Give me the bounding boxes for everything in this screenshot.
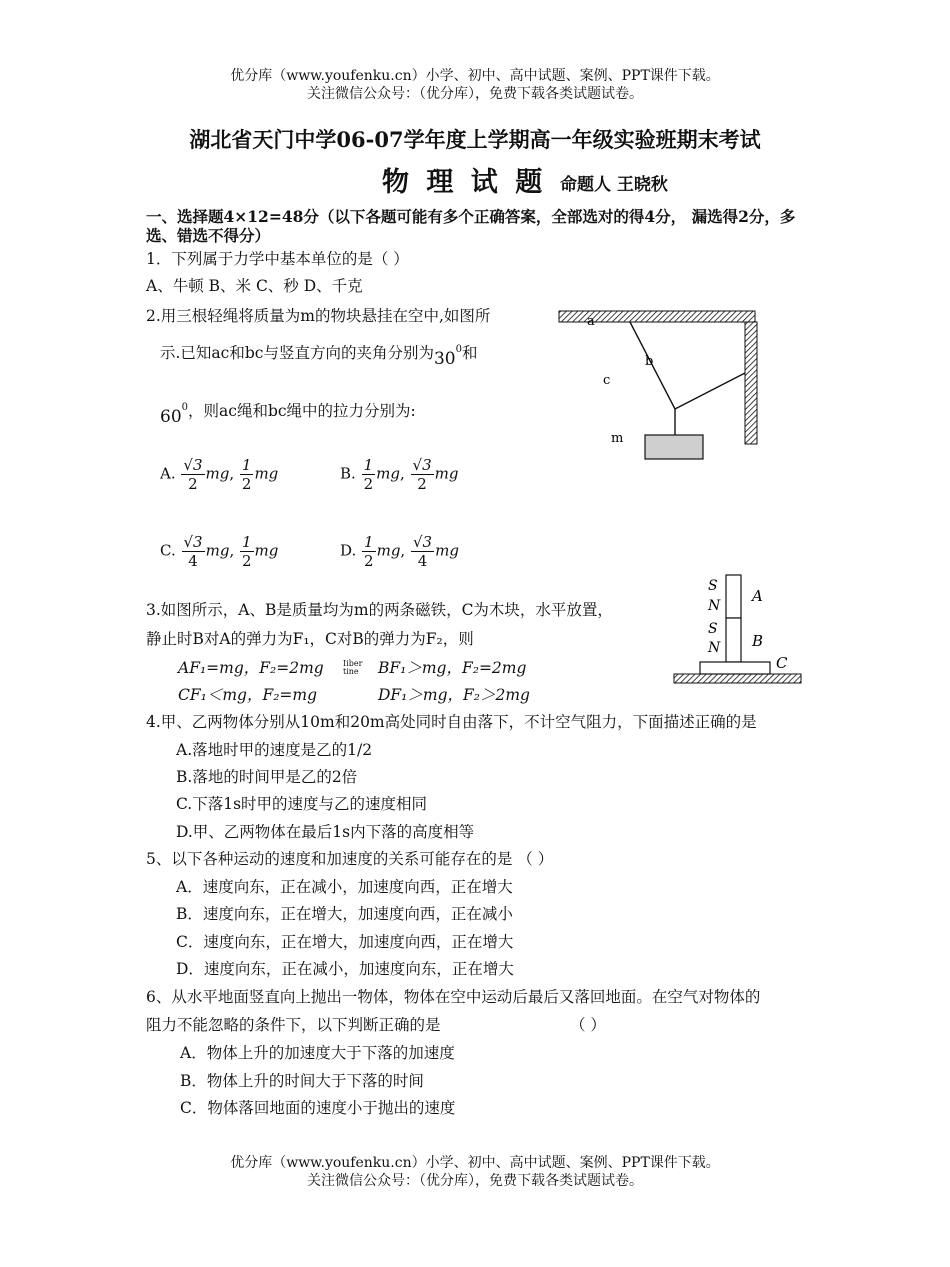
q6-line-1: 6、从水平地面竖直向上抛出一物体，物体在空中运动后最后又落回地面。在空气对物体的 xyxy=(146,988,761,1006)
block-m xyxy=(645,435,703,459)
header-line-2: 关注微信公众号：（优分库），免费下载各类试题试卷。 xyxy=(307,86,643,102)
author: 命题人 王晓秋 xyxy=(560,175,668,195)
q3-option-a: AF₁=mg，F₂=2mg xyxy=(178,659,324,677)
rope-bc xyxy=(675,373,745,409)
q4-option-a: A.落地时甲的速度是乙的1/2 xyxy=(176,741,373,759)
magnet-a xyxy=(726,575,741,618)
label-n-b: N xyxy=(708,640,721,656)
q3-option-d: DF₁＞mg，F₂＞2mg xyxy=(378,686,530,704)
q3-line-1: 3.如图所示，A、B是质量均为m的两条磁铁，C为木块，水平放置， xyxy=(146,601,613,619)
q3-option-c: CF₁＜mg，F₂=mg xyxy=(178,686,318,704)
q2-option-d: D. $\frac{1}{2}$ mg, $\frac{√3}{4}$ mg xyxy=(340,533,459,570)
label-s-a: S xyxy=(708,578,718,594)
header-line-1: 优分库（www.youfenku.cn）小学、初中、高中试题、案例、PPT课件下载。 xyxy=(230,68,720,84)
label-n-a: N xyxy=(708,598,721,614)
q6-bracket: （ ） xyxy=(570,1016,606,1034)
magnet-b xyxy=(726,618,741,662)
footer-line-1: 优分库（www.youfenku.cn）小学、初中、高中试题、案例、PPT课件下载。 xyxy=(230,1155,720,1171)
q6-line-2: 阻力不能忽略的条件下，以下判断正确的是 xyxy=(146,1016,441,1034)
q4-option-c: C.下落1s时甲的速度与乙的速度相同 xyxy=(176,795,428,813)
subject-title: 物 理 试 题 xyxy=(382,167,547,198)
q3-garbled-mark: Iiber tine xyxy=(343,659,363,676)
q1-stem: 1．下列属于力学中基本单位的是（ ） xyxy=(146,250,409,268)
q2-option-c: C. $\frac{√3}{4}$ mg, $\frac{1}{2}$ mg xyxy=(160,533,279,570)
q2-line-1: 2.用三根轻绳将质量为m的物块悬挂在空中,如图所 xyxy=(146,307,491,325)
q5-option-c: C．速度向东，正在增大，加速度向西，正在增大 xyxy=(176,933,514,951)
wood-block-c xyxy=(700,662,770,674)
label-c: C xyxy=(776,654,788,672)
label-m: m xyxy=(611,431,624,446)
q3-option-b: BF₁＞mg，F₂=2mg xyxy=(378,659,527,677)
label-c: c xyxy=(603,373,611,388)
ground xyxy=(674,674,801,683)
q5-stem: 5、以下各种运动的速度和加速度的关系可能存在的是 （ ） xyxy=(146,850,554,868)
label-b: B xyxy=(752,632,764,650)
q6-option-b: B．物体上升的时间大于下落的时间 xyxy=(180,1072,424,1090)
q2-figure xyxy=(555,305,765,470)
q2-line-2: 示.已知ac和bc与竖直方向的夹角分别为$30^0$和 xyxy=(160,344,478,370)
footer-line-2: 关注微信公众号：（优分库），免费下载各类试题试卷。 xyxy=(307,1173,643,1189)
q2-option-a: A. $\frac{√3}{2}$ mg, $\frac{1}{2}$ mg xyxy=(160,456,279,493)
q5-option-d: D．速度向东，正在减小，加速度向东，正在增大 xyxy=(176,960,514,978)
label-a: A xyxy=(752,587,763,605)
q6-option-c: C．物体落回地面的速度小于抛出的速度 xyxy=(180,1099,456,1117)
section-heading: 一、选择题4×12=48分（以下各题可能有多个正确答案，全部选对的得4分， 漏选得2分，多选、错选不得分） xyxy=(146,207,796,245)
label-s-b: S xyxy=(708,621,718,637)
q4-option-d: D.甲、乙两物体在最后1s内下落的高度相等 xyxy=(176,823,475,841)
exam-title: 湖北省天门中学06-07学年度上学期高一年级实验班期末考试 xyxy=(189,127,761,152)
q3-figure xyxy=(672,572,807,686)
q5-option-b: B．速度向东，正在增大，加速度向西，正在减小 xyxy=(176,905,513,923)
q5-option-a: A．速度向东，正在减小，加速度向西，正在增大 xyxy=(176,878,513,896)
q2-line-3: $60^0$，则ac绳和bc绳中的拉力分别为: xyxy=(160,402,416,428)
wall xyxy=(745,322,757,444)
q2-option-b: B. $\frac{1}{2}$ mg, $\frac{√3}{2}$ mg xyxy=(340,456,459,493)
q1-options: A、牛顿 B、米 C、秒 D、千克 xyxy=(146,277,363,295)
q6-option-a: A．物体上升的加速度大于下落的加速度 xyxy=(180,1044,455,1062)
label-b: b xyxy=(645,354,654,369)
q4-stem: 4.甲、乙两物体分别从10m和20m高处同时自由落下，不计空气阻力，下面描述正确的是 xyxy=(146,713,757,731)
q4-option-b: B.落地的时间甲是乙的2倍 xyxy=(176,768,358,786)
label-a: a xyxy=(587,314,595,329)
q3-line-2: 静止时B对A的弹力为F₁，C对B的弹力为F₂，则 xyxy=(146,630,474,648)
